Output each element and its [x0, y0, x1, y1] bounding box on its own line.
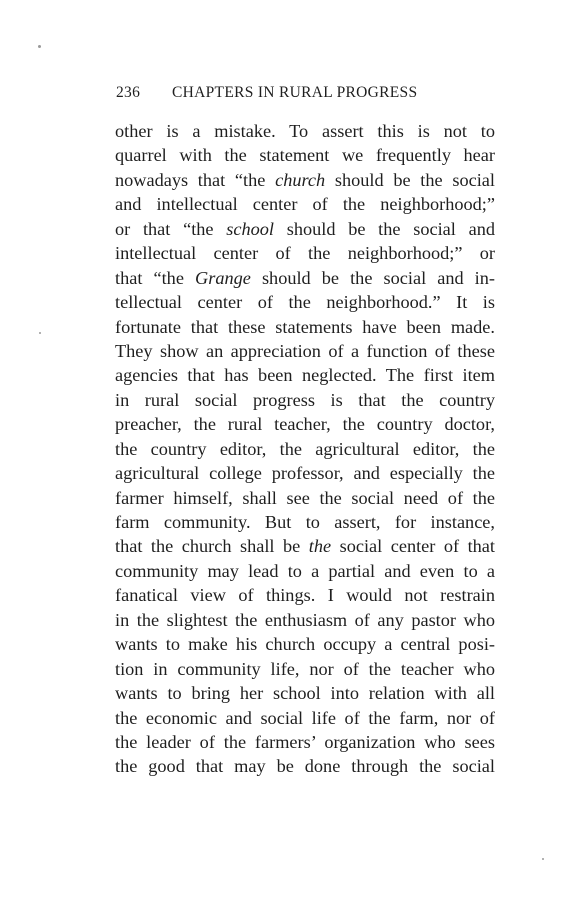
running-head: [116, 84, 496, 106]
text-segment: tellectual center of the neighborhood.” It is: [115, 292, 495, 313]
text-segment: farmer himself, shall see the social need of the: [115, 487, 495, 508]
text-line: [115, 632, 495, 656]
text-line: [115, 290, 495, 314]
text-line: [115, 143, 495, 167]
text-line: [115, 217, 495, 241]
text-line: [115, 266, 495, 290]
text-segment: fortunate that these statements have been made.: [115, 316, 495, 337]
text-line: [115, 754, 495, 778]
text-segment: social center of that: [331, 536, 496, 557]
text-segment: quarrel with the statement we frequently hear: [115, 145, 495, 166]
text-line: [115, 559, 495, 583]
text-line: [115, 412, 495, 436]
text-segment: the good that may be done through the social: [115, 756, 495, 777]
text-line: [115, 657, 495, 681]
paper-speck: [39, 332, 41, 334]
text-line: [115, 241, 495, 265]
text-segment: the leader of the farmers’ organization who sees: [115, 731, 495, 752]
body-text: [115, 119, 495, 779]
text-segment: They show an appreciation of a function of these: [115, 340, 495, 361]
text-line: [115, 608, 495, 632]
text-line: [115, 192, 495, 216]
text-segment: the country editor, the agricultural editor, the: [115, 438, 495, 459]
text-segment: should be the social and in-: [250, 267, 495, 288]
text-segment: or that “the: [115, 218, 227, 239]
text-segment: and intellectual center of the neighborhood;”: [115, 194, 495, 215]
text-segment: preacher, the rural teacher, the country doctor,: [115, 414, 495, 435]
running-title: CHAPTERS IN RURAL PROGRESS: [172, 84, 418, 101]
text-line: [115, 510, 495, 534]
text-segment: agencies that has been neglected. The first item: [115, 365, 495, 386]
text-segment: agricultural college professor, and especially the: [115, 463, 495, 484]
text-line: [115, 461, 495, 485]
text-line: [115, 486, 495, 510]
text-segment: in the slightest the enthusiasm of any pastor who: [115, 609, 495, 630]
text-segment: that “the: [115, 267, 196, 288]
text-line: [115, 168, 495, 192]
text-line: [115, 437, 495, 461]
text-segment: tion in community life, nor of the teacher who: [115, 658, 495, 679]
text-line: [115, 339, 495, 363]
italic-word: school: [226, 218, 274, 239]
text-segment: intellectual center of the neighborhood;” or: [115, 243, 495, 264]
text-line: [115, 388, 495, 412]
text-segment: other is a mistake. To assert this is not to: [115, 121, 495, 141]
text-line: [115, 363, 495, 387]
paper-speck: [542, 858, 544, 860]
text-segment: community may lead to a partial and even to a: [115, 560, 495, 581]
text-segment: should be the social: [325, 169, 495, 190]
italic-word: Grange: [195, 267, 251, 288]
text-line: [115, 681, 495, 705]
text-segment: wants to make his church occupy a central posi-: [115, 634, 495, 655]
italic-word: church: [275, 169, 326, 190]
text-segment: fanatical view of things. I would not restrain: [115, 585, 495, 606]
text-line: [115, 706, 495, 730]
text-segment: farm community. But to assert, for instance,: [115, 512, 495, 532]
text-line: [115, 534, 495, 558]
text-line: [115, 315, 495, 339]
text-line: [115, 119, 495, 143]
text-segment: the economic and social life of the farm, nor of: [115, 707, 495, 728]
text-segment: in rural social progress is that the country: [115, 389, 495, 410]
italic-word: the: [308, 536, 332, 557]
page-number: 236: [116, 84, 141, 101]
text-segment: nowadays that “the: [115, 169, 276, 190]
text-segment: wants to bring her school into relation with all: [115, 683, 495, 704]
text-segment: that the church shall be: [115, 536, 309, 557]
text-line: [115, 730, 495, 754]
text-segment: should be the social and: [274, 218, 495, 239]
paper-speck: [38, 45, 41, 48]
text-line: [115, 583, 495, 607]
